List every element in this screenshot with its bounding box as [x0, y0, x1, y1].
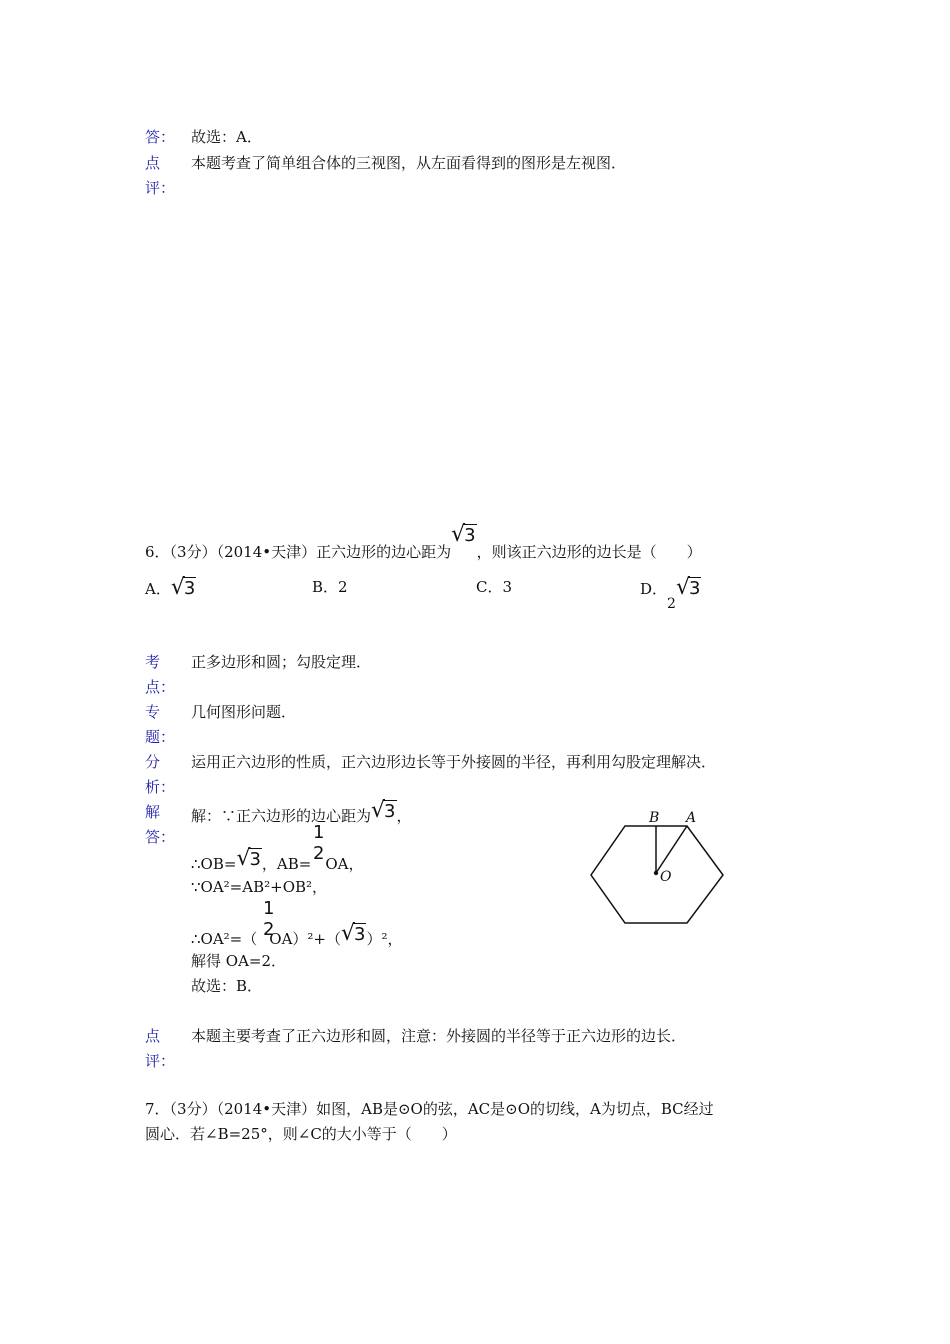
review-label-line1: 点 [145, 154, 161, 172]
q6-option-c: C．3 [476, 578, 513, 596]
solution-line-6: 故选：B． [191, 977, 263, 995]
review-text: 本题考查了简单组合体的三视图，从左面看得到的图形是左视图． [191, 154, 627, 172]
q6-stem-pre: 6．（3分）（2014•天津）正六边形的边心距为 [145, 543, 452, 561]
q7-stem-line1: 7．（3分）（2014•天津）如图，AB是⊙O的弦，AC是⊙O的切线，A为切点，BC经过 [145, 1100, 714, 1118]
q6-option-b: B．2 [312, 578, 348, 596]
jieda-label-1: 解 [145, 803, 161, 821]
fenxi-text: 运用正六边形的性质，正六边形边长等于外接圆的半径，再利用勾股定理解决． [191, 753, 717, 771]
zhuanti-label-2: 题： [145, 728, 176, 746]
q6-stem-sqrt: √3 [451, 522, 476, 547]
dianping-label-1: 点 [145, 1027, 161, 1045]
q6-stem [145, 522, 702, 565]
kaodian-label-2: 点： [145, 678, 176, 696]
q6-option-a: A．√3 [145, 575, 196, 600]
solution-line-5: 解得 OA=2． [191, 952, 287, 970]
answer-text: 故选：A． [191, 128, 262, 146]
zhuanti-text: 几何图形问题． [191, 703, 297, 721]
fenxi-label-1: 分 [145, 753, 161, 771]
sol-sqrt-3: √3 [340, 921, 366, 946]
option-a-sqrt: √3 [170, 575, 196, 600]
zhuanti-label-1: 专 [145, 703, 161, 721]
frac-numerator-1: 1 [313, 822, 325, 843]
fenxi-label-2: 析： [145, 778, 176, 796]
review-label-line2: 评： [145, 179, 176, 197]
option-d-coef: 2 [667, 596, 676, 612]
solution-line-1: 解：∵正六边形的边心距为√3， [191, 798, 412, 825]
label-a: A [686, 810, 697, 826]
kaodian-text: 正多边形和圆；勾股定理． [191, 653, 372, 671]
sol-sqrt-1: √3 [371, 798, 396, 823]
kaodian-label-1: 考 [145, 653, 161, 671]
solution-line-3: ∵OA²=AB²+OB²， [191, 878, 328, 896]
solution-line-4: ∴OA²=（ OA）²+（√3）²， [191, 921, 403, 948]
sol-sqrt-2: √3 [236, 846, 261, 871]
solution-line-2: ∴OB=√3，AB= OA， [191, 846, 364, 873]
option-d-sqrt: √3 [675, 575, 701, 600]
label-b: B [649, 810, 660, 826]
hexagon-figure [585, 805, 730, 930]
q7-stem-line2: 圆心．若∠B=25°，则∠C的大小等于（ ） [145, 1125, 457, 1143]
q6-option-d: D．2√3 [640, 575, 701, 612]
center-point-o [654, 871, 658, 875]
jieda-label-2: 答： [145, 828, 176, 846]
dianping-label-2: 评： [145, 1052, 176, 1070]
segment-oa [656, 826, 687, 873]
dianping-text: 本题主要考查了正六边形和圆，注意：外接圆的半径等于正六边形的边长． [191, 1027, 687, 1045]
answer-label: 答： [145, 128, 176, 146]
label-o: O [660, 869, 672, 885]
q6-stem-post: ，则该正六边形的边长是（ ） [476, 543, 702, 561]
frac-denominator-1: 2 [313, 843, 325, 864]
frac-numerator-2: 1 [263, 898, 275, 919]
frac-denominator-2: 2 [263, 919, 275, 940]
